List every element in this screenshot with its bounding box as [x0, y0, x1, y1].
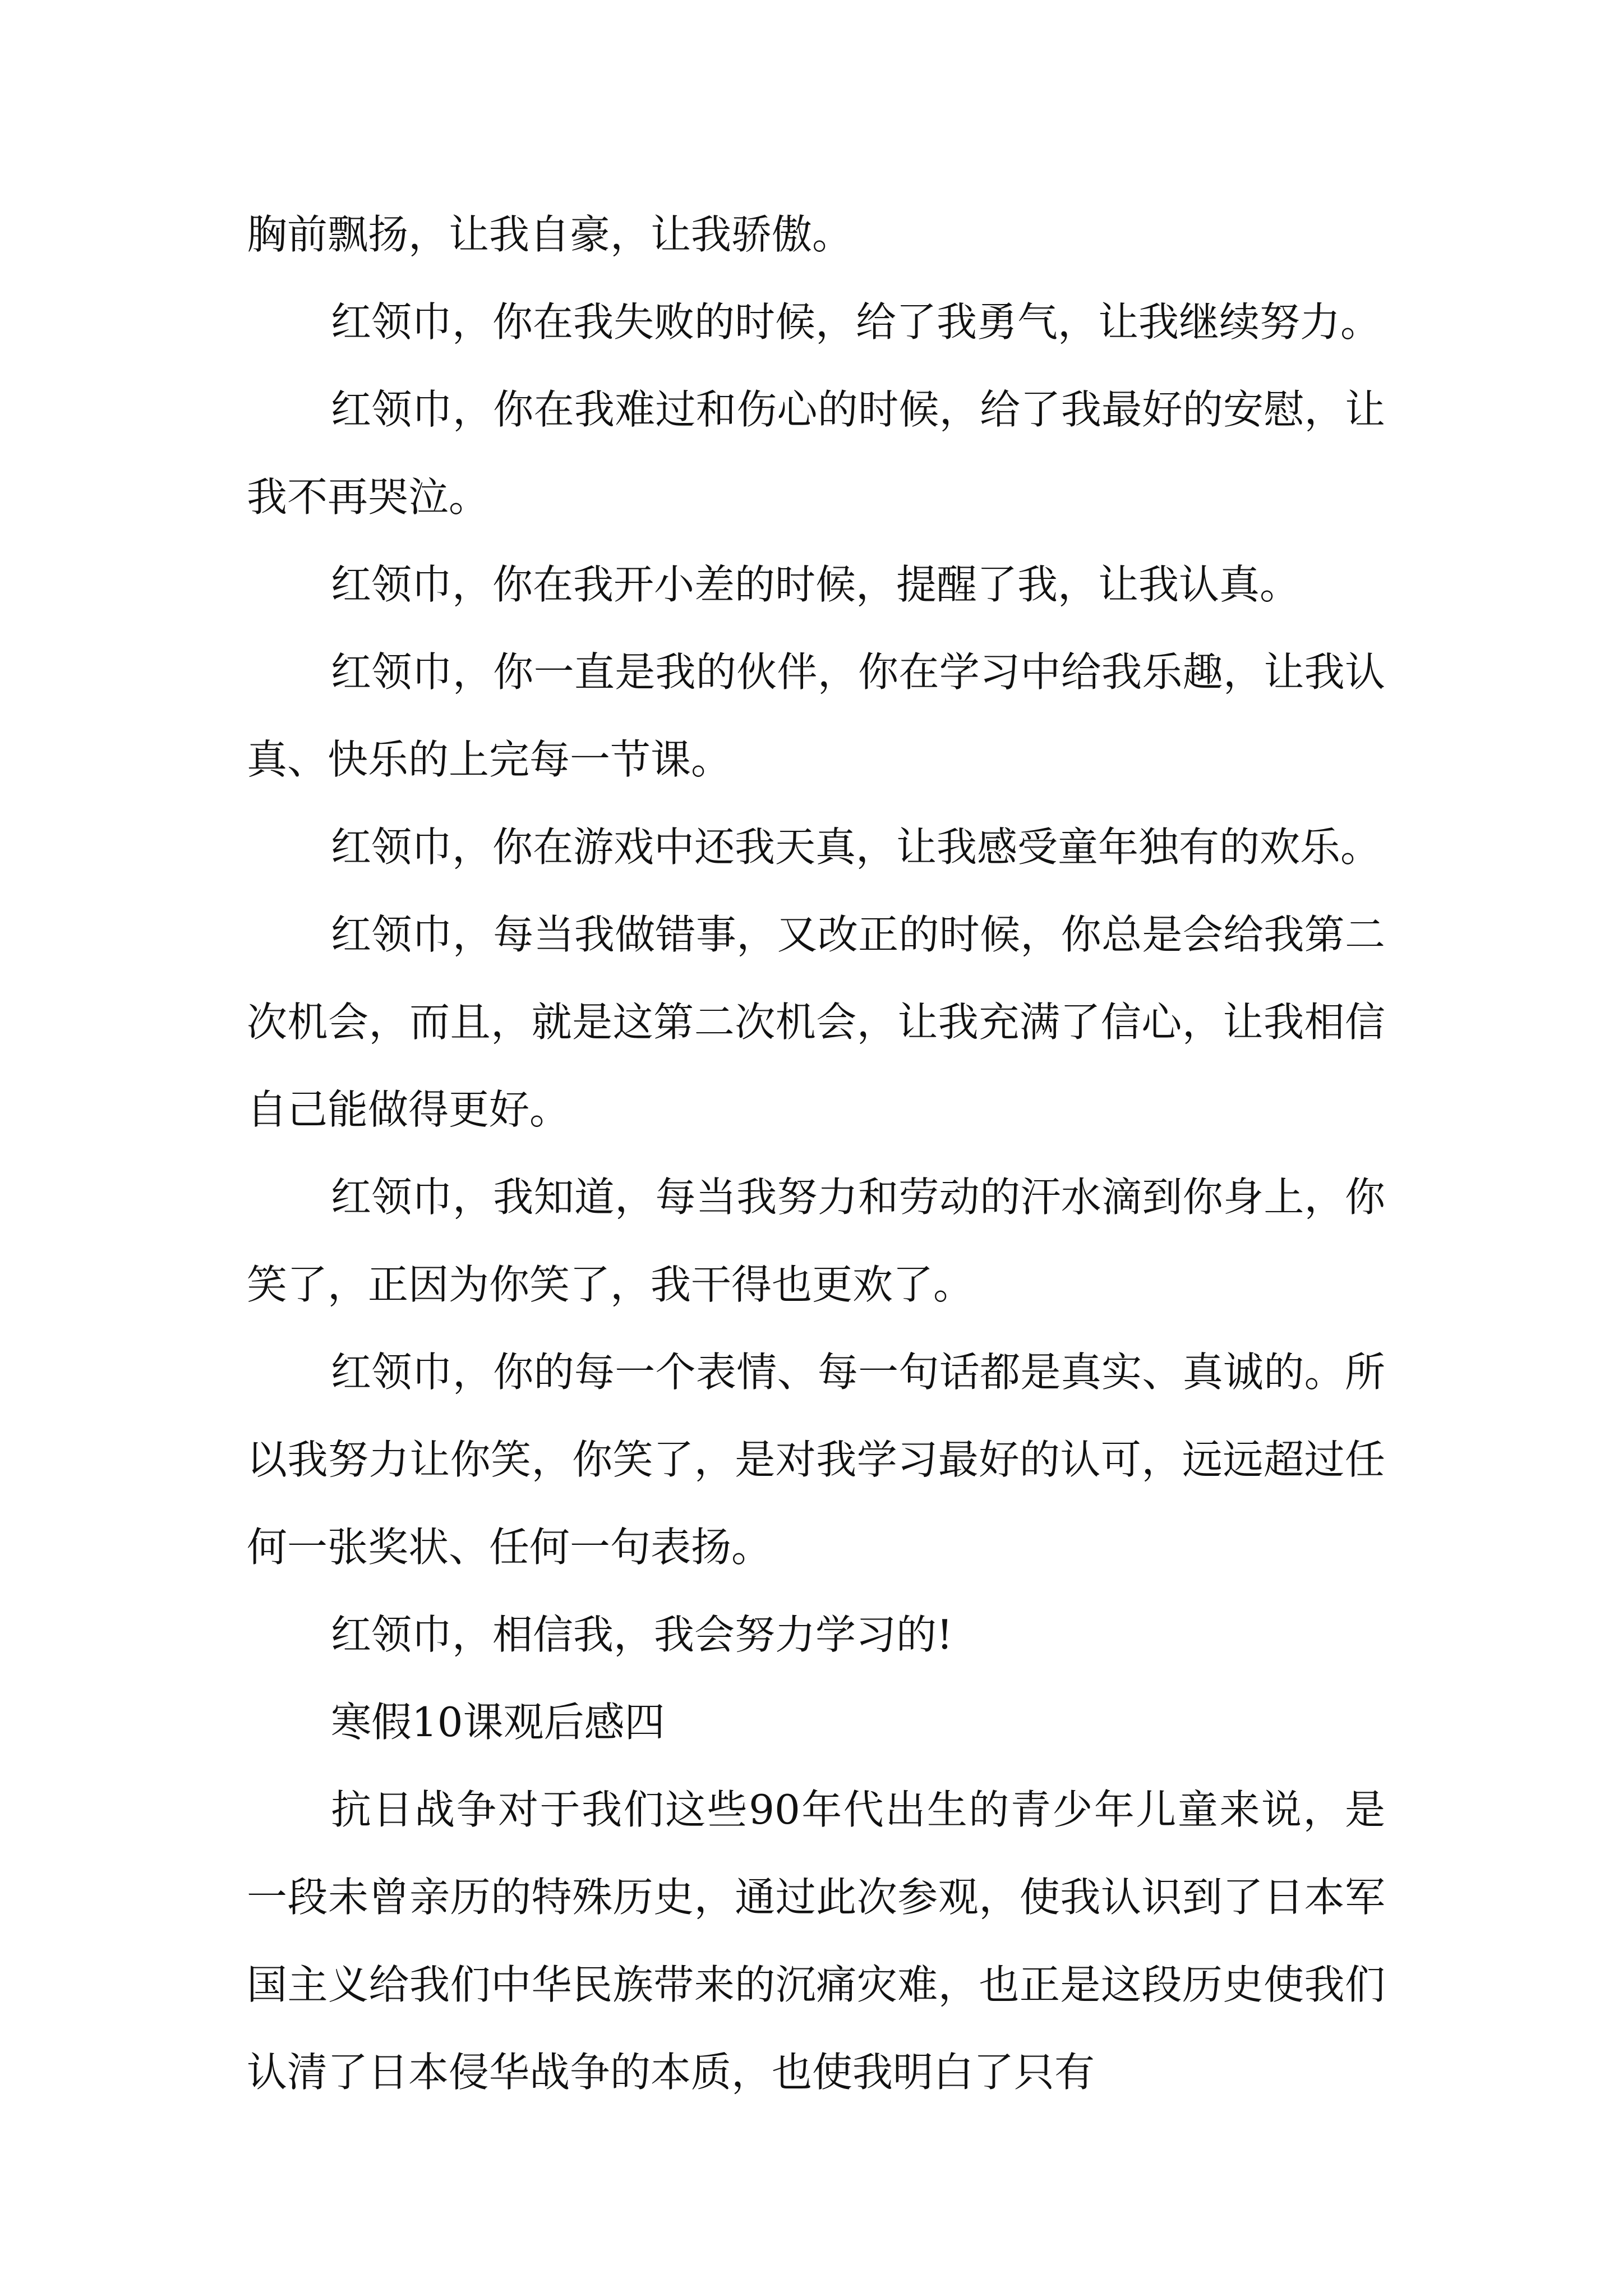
- paragraph: 红领巾，相信我，我会努力学习的!: [331, 1611, 953, 1658]
- document-body: [247, 191, 1385, 2116]
- paragraph: 抗日战争对于我们这些90年代出生的青少年儿童来说，是一段未曾亲历的特殊历史，通过此次参观，使我认识到了日本军国主义给我们中华民族带来的沉痛灾难，也正是这段历史使我们认清了日本侵华战争的本质，也使我明白了只有: [247, 1786, 1385, 2096]
- paragraph: 胸前飘扬，让我自豪，让我骄傲。: [247, 211, 853, 258]
- paragraph: 红领巾，你在我难过和伤心的时候，给了我最好的安慰，让我不再哭泣。: [247, 386, 1385, 521]
- paragraph: 红领巾，每当我做错事，又改正的时候，你总是会给我第二次机会，而且，就是这第二次机会，让我充满了信心，让我相信自己能做得更好。: [247, 911, 1385, 1133]
- paragraph: 红领巾，我知道，每当我努力和劳动的汗水滴到你身上，你笑了，正因为你笑了，我干得也更欢了。: [247, 1174, 1385, 1308]
- paragraph: 红领巾，你在游戏中还我天真，让我感受童年独有的欢乐。: [331, 823, 1381, 871]
- paragraph: 红领巾，你在我失败的时候，给了我勇气，让我继续努力。: [331, 298, 1381, 346]
- paragraph: 红领巾，你的每一个表情、每一句话都是真实、真诚的。所以我努力让你笑，你笑了，是对我学习最好的认可，远远超过任何一张奖状、任何一句表扬。: [247, 1349, 1385, 1571]
- section-heading: 寒假10课观后感四: [331, 1699, 665, 1746]
- paragraph: 红领巾，你一直是我的伙伴，你在学习中给我乐趣，让我认真、快乐的上完每一节课。: [247, 648, 1385, 783]
- paragraph: 红领巾，你在我开小差的时候，提醒了我，让我认真。: [331, 561, 1301, 608]
